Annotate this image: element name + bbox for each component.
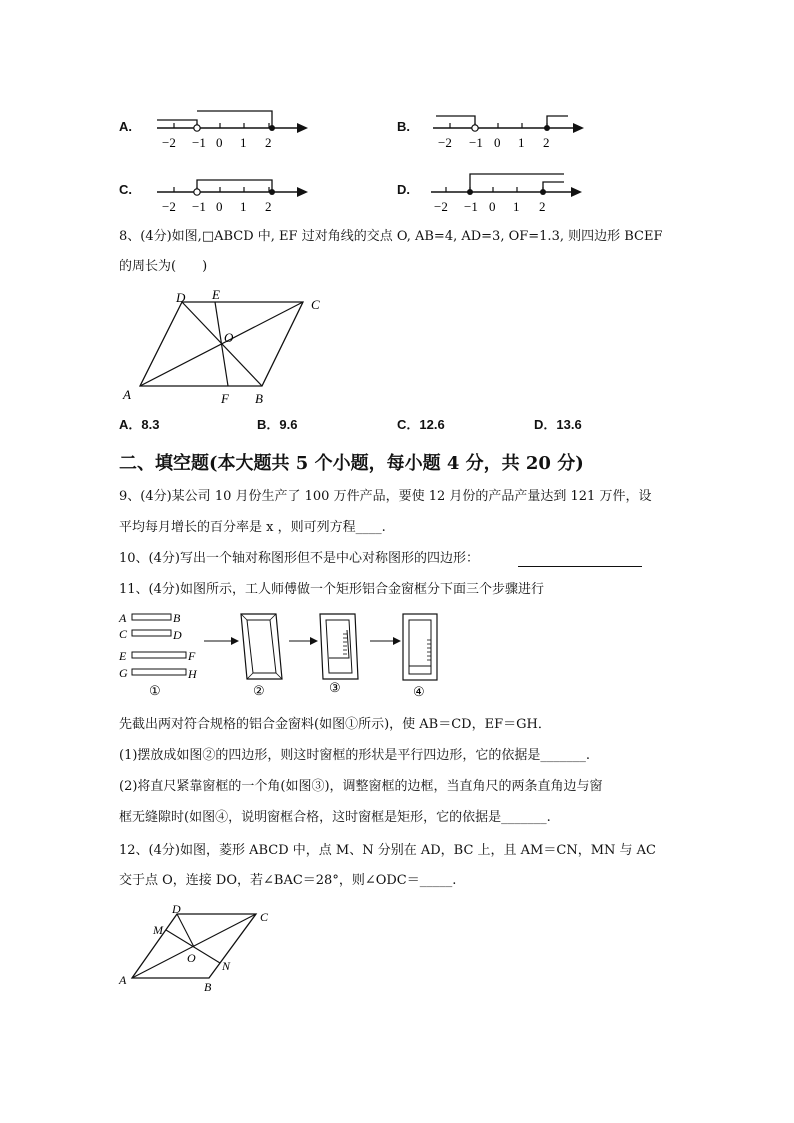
point-o: O	[187, 951, 196, 965]
tick-label: 1	[518, 135, 525, 150]
number-line-a	[152, 104, 312, 152]
point-f: F	[221, 391, 229, 406]
vertex-a: A	[123, 387, 131, 402]
tick-label: 1	[513, 199, 520, 214]
q11-step1: (1)摆放成如图②的四边形，则这时窗框的形状是平行四边形，它的依据是_______.	[119, 748, 591, 763]
number-line-b	[428, 104, 588, 152]
tick-label: 0	[494, 135, 501, 150]
vertex-b: B	[204, 980, 212, 994]
q8-choice-b: B．9.6	[257, 417, 298, 432]
tick-label: −1	[192, 199, 206, 214]
q11-step2-line2: 框无缝隙时(如图④，说明窗框合格，这时窗框是矩形，它的依据是_______.	[119, 810, 551, 825]
point-n: N	[222, 959, 231, 973]
step-label-1: ①	[149, 683, 161, 698]
tick-label: −2	[438, 135, 452, 150]
tick-label: 1	[240, 199, 247, 214]
vertex-c: C	[260, 910, 269, 924]
q8-line2: 的周长为( )	[119, 259, 208, 274]
tick-label: −2	[434, 199, 448, 214]
window-frame-steps-figure	[115, 606, 455, 702]
number-line-d	[426, 168, 586, 216]
q10-text: 10、(4分)写出一个轴对称图形但不是中心对称图形的四边形：	[119, 551, 479, 566]
q9-line1: 9、(4分)某公司 10 月份生产了 100 万件产品，要使 12 月份的产品产量达到 121 万件，设	[119, 489, 652, 504]
tick-label: −2	[162, 199, 176, 214]
step-label-3: ③	[329, 680, 341, 695]
bar-label-a: A	[119, 611, 127, 625]
q9-line2: 平均每月增长的百分率是 x ，则可列方程____.	[119, 520, 386, 535]
q11-text: 11、(4分)如图所示，工人师傅做一个矩形铝合金窗框分下面三个步骤进行	[119, 582, 544, 597]
option-d-label: D.	[397, 182, 410, 197]
tick-label: −2	[162, 135, 176, 150]
bar-label-f: F	[188, 649, 196, 663]
tick-label: 2	[539, 199, 546, 214]
q8-choice-c: C．12.6	[397, 417, 445, 432]
tick-label: 2	[543, 135, 550, 150]
q12-line2: 交于点 O，连接 DO，若∠BAC＝28°，则∠ODC＝_____.	[119, 873, 457, 888]
tick-label: 1	[240, 135, 247, 150]
tick-label: 0	[489, 199, 496, 214]
rhombus-figure	[115, 900, 285, 995]
point-e: E	[212, 287, 220, 302]
tick-label: −1	[192, 135, 206, 150]
vertex-d: D	[176, 290, 186, 305]
tick-label: 2	[265, 199, 272, 214]
tick-label: −1	[469, 135, 483, 150]
vertex-a: A	[119, 973, 127, 987]
parallelogram-figure	[115, 282, 345, 412]
step-label-4: ④	[413, 684, 425, 699]
bar-label-h: H	[188, 667, 197, 681]
number-line-c	[152, 168, 312, 216]
option-a-label: A.	[119, 119, 132, 134]
option-c-label: C.	[119, 182, 132, 197]
q8-choice-a: A．8.3	[119, 417, 160, 432]
bar-label-g: G	[119, 666, 128, 680]
q8-line1: 8、(4分)如图,□ABCD 中, EF 过对角线的交点 O, AB=4, AD=3, OF=1.3, 则四边形 BCEF	[119, 229, 663, 244]
bar-label-e: E	[119, 649, 127, 663]
section-heading: 二、填空题(本大题共 5 个小题，每小题 4 分，共 20 分)	[119, 453, 584, 474]
bar-label-d: D	[173, 628, 182, 642]
vertex-d: D	[172, 902, 181, 916]
q11-desc: 先截出两对符合规格的铝合金窗料(如图①所示)，使 AB＝CD，EF＝GH．	[119, 717, 551, 732]
vertex-c: C	[311, 297, 320, 312]
bar-label-b: B	[173, 611, 181, 625]
vertex-b: B	[255, 391, 263, 406]
point-m: M	[153, 923, 163, 937]
q11-step2-line1: (2)将直尺紧靠窗框的一个角(如图③)，调整窗框的边框，当直角尺的两条直角边与窗	[119, 779, 603, 794]
tick-label: 2	[265, 135, 272, 150]
point-o: O	[224, 330, 234, 345]
bar-label-c: C	[119, 627, 128, 641]
q10-answer-blank	[518, 566, 642, 567]
q12-line1: 12、(4分)如图，菱形 ABCD 中，点 M、N 分别在 AD，BC 上，且 AM＝CN，MN 与 AC	[119, 843, 656, 858]
tick-label: 0	[216, 135, 223, 150]
q8-choice-d: D．13.6	[534, 417, 582, 432]
step-label-2: ②	[253, 683, 265, 698]
tick-label: −1	[464, 199, 478, 214]
tick-label: 0	[216, 199, 223, 214]
option-b-label: B.	[397, 119, 410, 134]
